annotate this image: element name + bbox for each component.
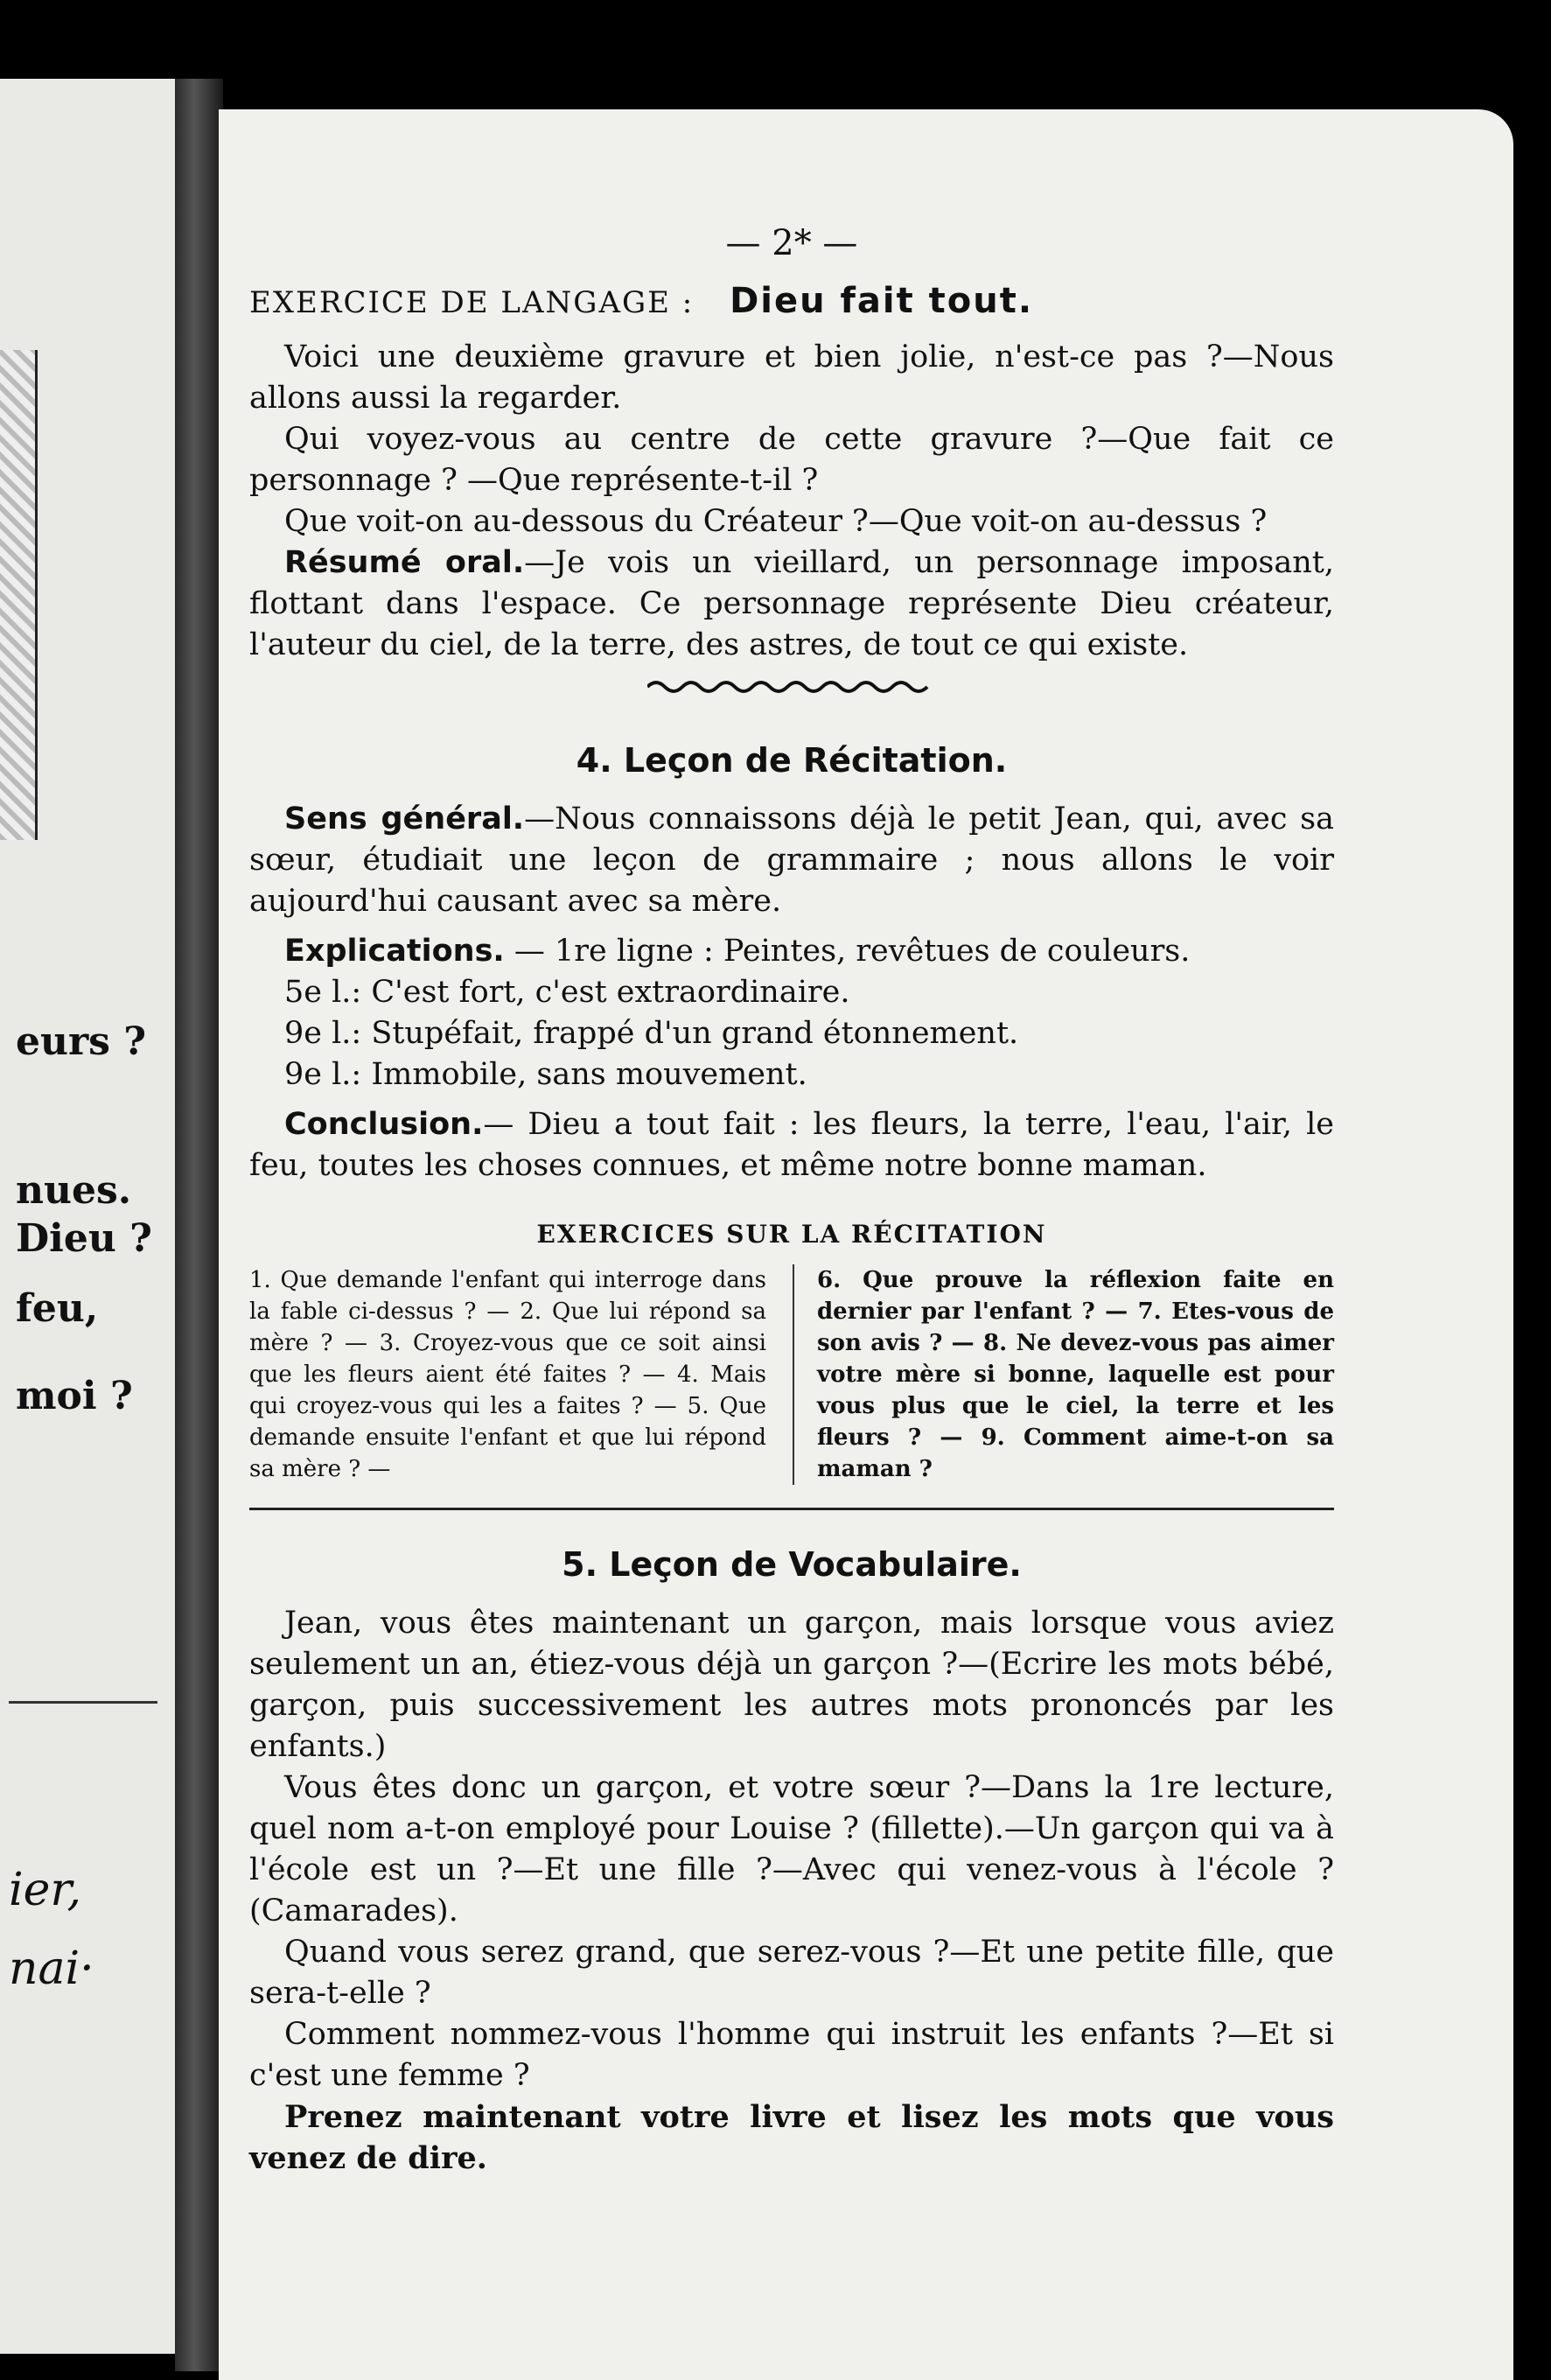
vocab-paragraph: Prenez maintenant votre livre et lisez les mots que vous venez de dire. [249, 2099, 1334, 2176]
explication-line: 5e l.: C'est fort, c'est extraordinaire. [284, 975, 850, 1010]
left-fragment: Dieu ? [16, 1216, 152, 1261]
wavy-divider [647, 676, 936, 697]
explications-paragraph [249, 931, 1334, 972]
resume-text: —Je vois un vieillard, un personnage imposant, flottant dans l'espace. Ce personnage représente Dieu créateur, l'auteur du ciel, de la terre, des astres, de tout ce qui existe. [249, 545, 1334, 662]
sens-text: —Nous connaissons déjà le petit Jean, qui, avec sa sœur, étudiait une leçon de grammaire ; nous allons le voir aujourd'hui causant avec sa mère. [249, 802, 1334, 919]
sens-label: Sens général. [284, 802, 525, 836]
explications-first: — 1re ligne : Peintes, revêtues de couleurs. [514, 934, 1191, 969]
exercices-right: 6. Que prouve la réflexion faite en dernier par l'enfant ? — 7. Etes-vous de son avis ? — 8. Ne devez-vous pas aimer votre mère si bonne, laquelle est pour vous plus que le ciel, la terre et les fleurs ? — 9. Comment aime-t-on sa maman ? [793, 1264, 1334, 1485]
explication-line: 9e l.: Immobile, sans mouvement. [284, 1057, 807, 1092]
left-fragment: eurs ? [16, 1019, 147, 1064]
explications-list [249, 972, 1334, 1096]
conclusion-paragraph [249, 1104, 1334, 1186]
explication-line: 9e l.: Stupéfait, frappé d'un grand étonnement. [284, 1016, 1019, 1051]
exercices-columns [249, 1264, 1334, 1485]
recitation-title: 4. Leçon de Récitation. [576, 741, 1008, 780]
left-fragment: nues. [16, 1168, 132, 1213]
sens-paragraph [249, 799, 1334, 922]
paragraph: Voici une deuxième gravure et bien jolie, n'est-ce pas ?—Nous allons aussi la regarder. [249, 340, 1334, 416]
exercice-heading [249, 281, 1334, 321]
left-fragment: feu, [16, 1286, 99, 1331]
exercice-label: EXERCICE DE LANGAGE : [249, 285, 695, 320]
paragraph: Que voit-on au-dessous du Créateur ?—Que voit-on au-dessus ? [284, 504, 1268, 539]
resume-label: Résumé oral. [284, 545, 525, 580]
vocab-paragraph: Comment nommez-vous l'homme qui instruit les enfants ?—Et si c'est une femme ? [249, 2017, 1334, 2093]
exercices-title: EXERCICES SUR LA RÉCITATION [536, 1220, 1047, 1249]
vocab-paragraph: Jean, vous êtes maintenant un garçon, mais lorsque vous aviez seulement un an, étiez-vous déjà un garçon ?—(Ecrire les mots bébé, garçon, puis successivement les autres mots prononcés par les enfants.) [249, 1606, 1334, 1764]
exercice-title: Dieu fait tout. [730, 281, 1034, 321]
vocab-paragraph: Vous êtes donc un garçon, et votre sœur ?—Dans la 1re lecture, quel nom a-t-on employé pour Louise ? (fillette).—Un garçon qui va à l'école est un ?—Et une fille ?—Avec qui venez-vous à l'école ? (Camarades). [249, 1770, 1334, 1928]
left-fragment: ier, [9, 1864, 82, 1916]
left-rule [9, 1701, 157, 1704]
conclusion-label: Conclusion. [284, 1107, 484, 1142]
section-rule [249, 1508, 1334, 1510]
exercices-left: 1. Que demande l'enfant qui interroge dans la fable ci-dessus ? — 2. Que lui répond sa mère ? — 3. Croyez-vous que ce soit ainsi que les fleurs aient été faites ? — 4. Mais qui croyez-vous qui les a faites ? — 5. Que demande ensuite l'enfant et que lui répond sa mère ? — [249, 1267, 766, 1482]
left-fragment: moi ? [16, 1374, 133, 1418]
page-content [249, 223, 1334, 2179]
vocab-paragraph: Quand vous serez grand, que serez-vous ?—Et une petite fille, que sera-t-elle ? [249, 1935, 1334, 2011]
paragraph: Qui voyez-vous au centre de cette gravure ?—Que fait ce personnage ? —Que représente-t-il ? [249, 422, 1334, 498]
conclusion-text: — Dieu a tout fait : les fleurs, la terre, l'eau, l'air, le feu, toutes les choses connues, et même notre bonne maman. [249, 1107, 1334, 1183]
plant-illustration [0, 350, 38, 840]
vocabulaire-title: 5. Leçon de Vocabulaire. [562, 1545, 1022, 1584]
book-binding [175, 79, 223, 2371]
resume-paragraph [249, 542, 1334, 666]
explications-label: Explications. [284, 934, 505, 969]
left-page-fragment [0, 79, 188, 2354]
left-fragment: nai· [9, 1942, 94, 1995]
page-number: — 2* — [725, 223, 858, 263]
